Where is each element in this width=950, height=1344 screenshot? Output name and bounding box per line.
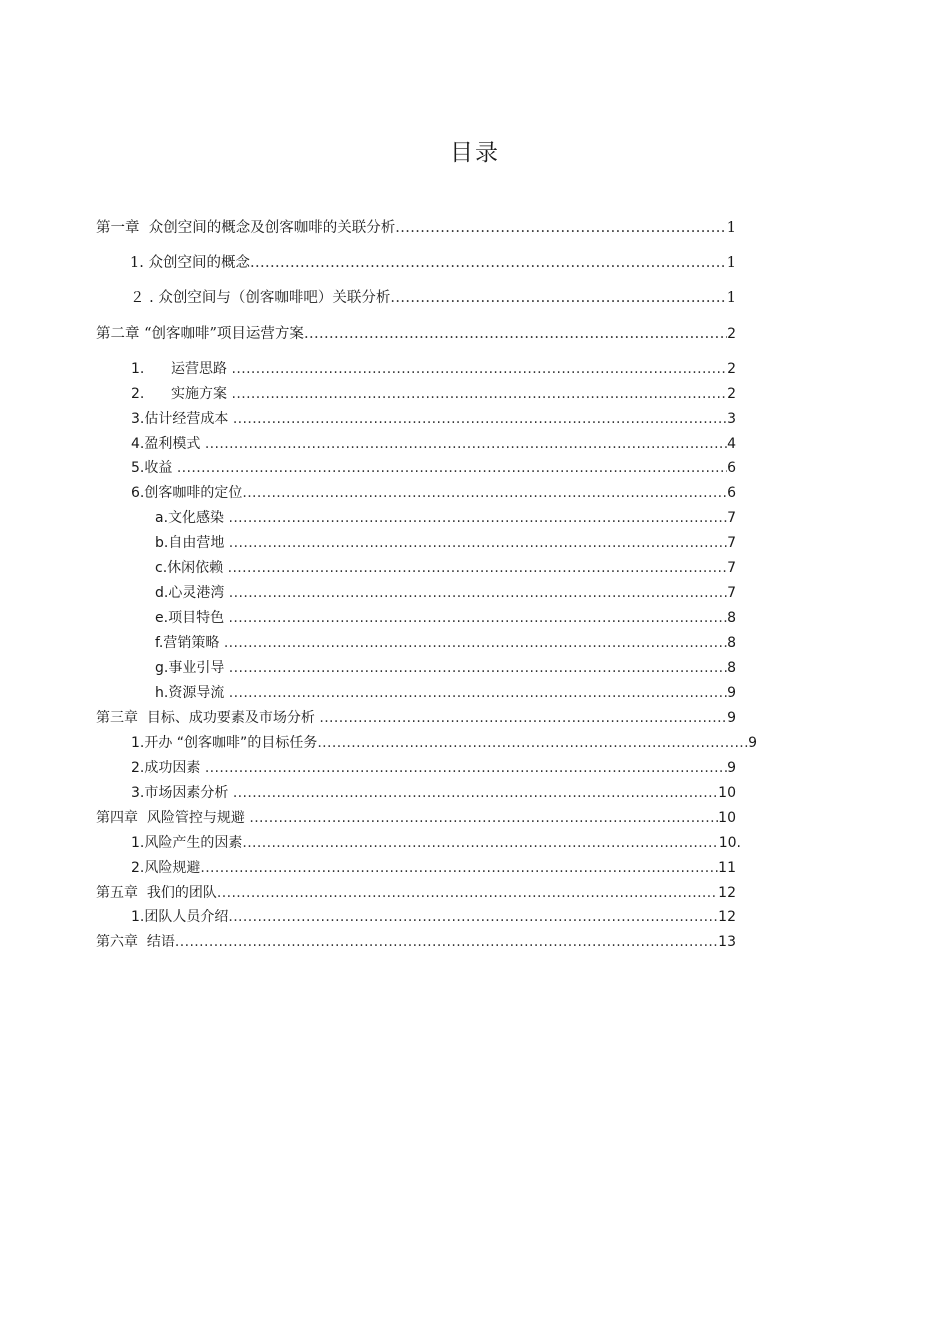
dot-leader [395, 219, 727, 237]
toc-entry-page: 7 [727, 585, 736, 601]
toc-entry[interactable] [155, 634, 736, 652]
toc-entry[interactable] [96, 884, 736, 902]
dot-leader [390, 289, 726, 307]
toc-entry-label: 1.开办 “创客咖啡”的目标任务 [131, 735, 318, 751]
toc-entry-label: h.资源导流 [155, 685, 229, 701]
toc-entry[interactable] [96, 933, 736, 951]
toc-entry-page: 6 [727, 485, 736, 501]
toc-entry-page: 10 [718, 785, 736, 801]
dot-leader [229, 684, 727, 702]
toc-entry-label: 第四章 风险管控与规避 [96, 810, 250, 826]
toc-entry-page: 4 [727, 436, 736, 452]
toc-entry-page: 9 [727, 685, 736, 701]
dot-leader [232, 385, 728, 403]
toc-entry[interactable] [96, 809, 736, 827]
toc-entry[interactable] [131, 484, 736, 502]
dot-leader [249, 809, 718, 827]
toc-entry-page: 3 [727, 411, 736, 427]
toc-entry[interactable] [155, 659, 736, 677]
toc-entry[interactable] [131, 834, 741, 852]
toc-entry[interactable] [96, 219, 736, 237]
toc-entry-label: 第二章 “创客咖啡”项目运营方案 [96, 326, 304, 342]
toc-entry-page: 11 [718, 860, 736, 876]
toc-entry-label: 第三章 目标、成功要素及市场分析 [96, 710, 320, 726]
dot-leader [229, 659, 727, 677]
toc-entry[interactable] [131, 859, 736, 877]
toc-entry-page: 8 [727, 635, 736, 651]
dot-leader [250, 254, 727, 272]
toc-entry[interactable] [96, 709, 736, 727]
toc-entry[interactable] [155, 534, 736, 552]
toc-entry[interactable] [131, 759, 736, 777]
toc-entry[interactable] [131, 459, 736, 477]
dot-leader [205, 759, 727, 777]
toc-entry-label: f.营销策略 [155, 635, 224, 651]
toc-entry[interactable] [131, 360, 736, 378]
dot-leader [242, 484, 727, 502]
toc-entry-page: 2 [727, 361, 736, 377]
toc-entry-page: 7 [727, 535, 736, 551]
toc-entry-label: 1. 众创空间的概念 [130, 255, 250, 271]
dot-leader [175, 933, 718, 951]
dot-leader [200, 859, 718, 877]
toc-entry[interactable] [96, 325, 736, 343]
toc-entry-page: 9 [727, 760, 736, 776]
dot-leader [233, 784, 718, 802]
toc-entry-label: 2. 实施方案 [131, 386, 232, 402]
toc-entry[interactable] [155, 684, 736, 702]
toc-entry-page: 13 [718, 934, 736, 950]
dot-leader [228, 559, 727, 577]
toc-entry-page: 2 [727, 386, 736, 402]
toc-entry-page: 8 [727, 610, 736, 626]
toc-entry[interactable] [131, 908, 736, 926]
toc-entry-label: d.心灵港湾 [155, 585, 229, 601]
toc-entry-label: e.项目特色 [155, 610, 229, 626]
toc-entry-label: 1.风险产生的因素 [131, 835, 243, 851]
dot-leader [319, 709, 727, 727]
toc-entry-page: 10 [718, 810, 736, 826]
toc-entry[interactable] [155, 559, 736, 577]
toc-title: 目录 [450, 140, 500, 166]
toc-entry[interactable] [131, 410, 736, 428]
toc-entry-page: 8 [727, 660, 736, 676]
toc-entry-page: 12 [718, 909, 736, 925]
toc-entry[interactable] [155, 509, 736, 527]
toc-entry-label: b.自由营地 [155, 535, 229, 551]
toc-entry-page: 1 [726, 220, 736, 236]
toc-entry-page: 7 [727, 510, 736, 526]
toc-entry-page: 9 [748, 735, 757, 751]
dot-leader [224, 634, 727, 652]
dot-leader [229, 584, 727, 602]
toc-entry[interactable] [131, 734, 757, 752]
toc-entry-label: g.事业引导 [155, 660, 229, 676]
dot-leader [232, 360, 728, 378]
toc-entry-label: a.文化感染 [155, 510, 229, 526]
dot-leader [205, 435, 727, 453]
toc-entry-label: 第一章 众创空间的概念及创客咖啡的关联分析 [96, 220, 396, 236]
dot-leader [304, 325, 727, 343]
toc-entry-label: 6.创客咖啡的定位 [131, 485, 243, 501]
dot-leader [177, 459, 727, 477]
toc-entry[interactable] [130, 254, 736, 272]
toc-entry[interactable] [155, 609, 736, 627]
toc-entry[interactable] [131, 385, 736, 403]
toc-entry-page: 12 [718, 885, 736, 901]
toc-entry-label: 3.市场因素分析 [131, 785, 233, 801]
dot-leader [229, 534, 727, 552]
toc-entry-page: 1 [726, 290, 736, 306]
dot-leader [229, 609, 728, 627]
toc-entry-page: 1 [726, 255, 736, 271]
toc-entry-label: 5.收益 [131, 460, 177, 476]
toc-entry-page: 10. [718, 835, 741, 851]
dot-leader [317, 734, 748, 752]
toc-entry[interactable] [131, 784, 736, 802]
toc-entry-label: 2.风险规避 [131, 860, 201, 876]
toc-entry-label: 1. 运营思路 [131, 361, 232, 377]
dot-leader [242, 834, 718, 852]
toc-entry-page: 6 [727, 460, 736, 476]
toc-entry-label: 1.团队人员介绍 [131, 909, 229, 925]
toc-entry-label: 第六章 结语 [96, 934, 175, 950]
dot-leader [228, 509, 727, 527]
toc-entry-label: 3.估计经营成本 [131, 411, 233, 427]
toc-entry-label: ２ . 众创空间与（创客咖啡吧）关联分析 [130, 290, 391, 306]
toc-entry[interactable] [130, 289, 736, 307]
toc-entry-label: 2.成功因素 [131, 760, 205, 776]
toc-entry-label: 4.盈利模式 [131, 436, 205, 452]
toc-entry-label: c.休闲依赖 [155, 560, 228, 576]
toc-entry-page: 9 [727, 710, 736, 726]
toc-entry[interactable] [131, 435, 736, 453]
dot-leader [233, 410, 727, 428]
toc-entry-label: 第五章 我们的团队 [96, 885, 217, 901]
toc-entry-page: 2 [727, 326, 736, 342]
dot-leader [217, 884, 718, 902]
toc-entry-page: 7 [727, 560, 736, 576]
dot-leader [228, 908, 718, 926]
toc-entry[interactable] [155, 584, 736, 602]
